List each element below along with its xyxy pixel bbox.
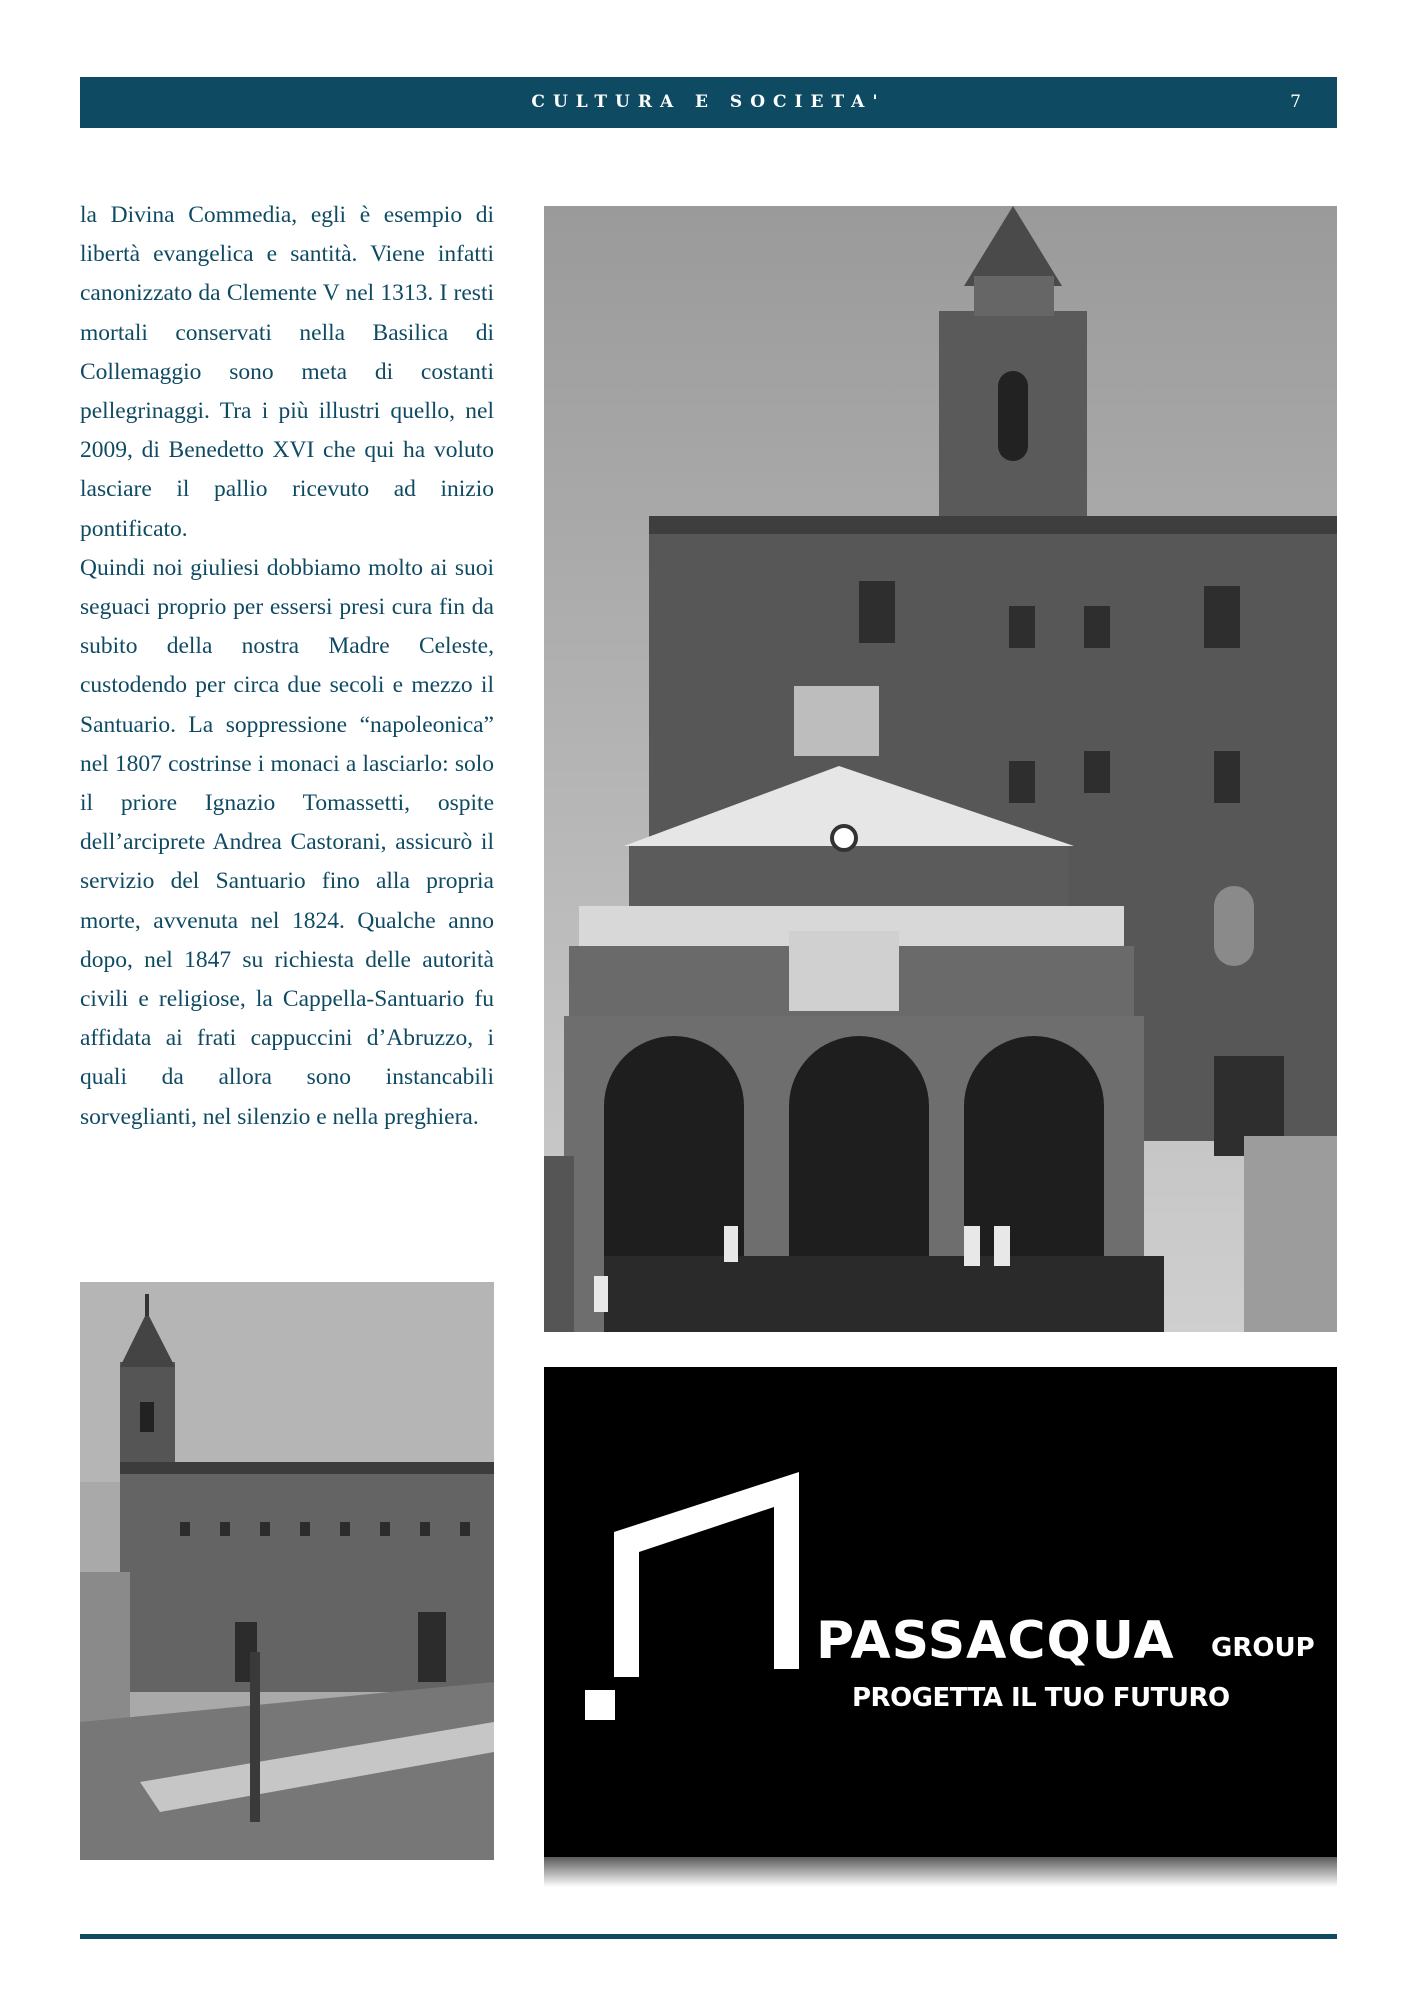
ad-shadow bbox=[544, 1857, 1337, 1887]
ad-brand-name: PASSACQUA bbox=[816, 1611, 1175, 1671]
sanctuary-facade-photo bbox=[544, 206, 1337, 1332]
section-header-bar bbox=[80, 77, 1337, 128]
ad-brand-suffix: GROUP bbox=[1211, 1633, 1315, 1663]
article-paragraph: Quindi noi giuliesi dobbiamo molto ai suoi seguaci proprio per essersi presi cura fin da subito della nostra Madre Celeste, custodendo per circa due secoli e mezzo il Santuario. La soppressione “napoleonica” nel 1807 costrinse i monaci a lasciarlo: solo il priore Ignazio Tomassetti, ospite dell’arciprete Andrea Castorani, assicurò il servizio del Santuario fino alla propria morte, avvenuta nel 1824. Qualche anno dopo, nel 1847 su richiesta delle autorità civili e religiose, la Cappella-Santuario fu affidata ai frati cappuccini d’Abruzzo, i quali da allora sono instancabili sorveglianti, nel silenzio e nella preghiera. bbox=[80, 554, 494, 1130]
footer-divider bbox=[80, 1934, 1337, 1939]
section-title: CULTURA E SOCIETA' bbox=[531, 92, 886, 112]
article-body bbox=[80, 196, 494, 1137]
ad-slogan: PROGETTA IL TUO FUTURO bbox=[852, 1683, 1230, 1713]
sanctuary-side-photo bbox=[80, 1282, 494, 1860]
article-paragraph: la Divina Commedia, egli è esempio di libertà evangelica e santità. Viene infatti canonizzato da Clemente V nel 1313. I resti mortali conservati nella Basilica di Collemaggio sono meta di costanti pellegrinaggi. Tra i più illustri quello, nel 2009, di Benedetto XVI che qui ha voluto lasciare il pallio ricevuto ad inizio pontificato. bbox=[80, 202, 494, 542]
passacqua-advertisement bbox=[544, 1367, 1337, 1857]
page-number: 7 bbox=[1290, 92, 1301, 112]
